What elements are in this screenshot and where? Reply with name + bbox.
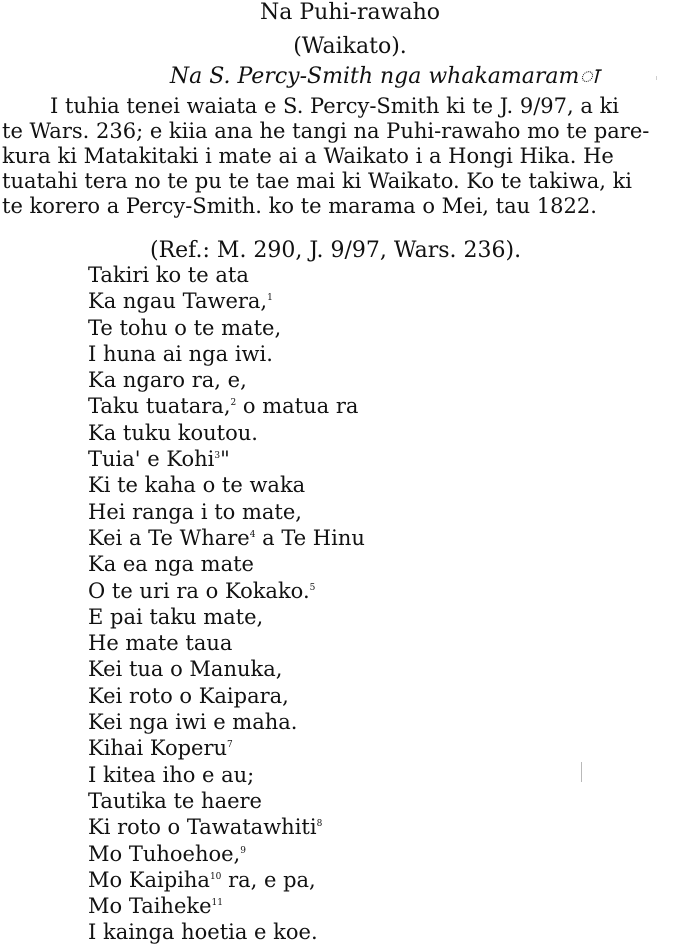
poem-line: [88, 709, 365, 735]
poem-line-text: I kitea iho e au;: [88, 762, 255, 787]
poem-line: [88, 893, 365, 919]
poem-line-text: Ka ngaro ra, e,: [88, 368, 247, 393]
footnote-marker: 4: [249, 529, 256, 540]
poem-line-text: Ka ngau Tawera,: [88, 289, 268, 314]
footnote-marker: 11: [211, 898, 223, 909]
intro-line: tuatahi tera no te pu te tae mai ki Waikato. Ko te takiwa, ki: [2, 169, 633, 193]
poem-line-text: I kainga hoetia e koe.: [88, 920, 318, 945]
poem-line-text: Taku tuatara,: [88, 394, 231, 419]
page-subtitle: (Waikato).: [293, 34, 407, 59]
poem-line-text: Tuia' e Kohi: [88, 447, 215, 472]
footnote-marker: 7: [227, 740, 233, 751]
poem-line-text: Kihai Koperu: [88, 736, 228, 761]
poem-line-text: Hei ranga i to mate,: [88, 499, 302, 524]
poem-line-continuation: o matua ra: [236, 394, 359, 419]
poem-line: [88, 578, 365, 604]
footnote-marker: 10: [209, 871, 222, 882]
intro-line: kura ki Matakitaki i mate ai a Waikato i a Hongi Hika. He: [2, 144, 614, 168]
intro-paragraph: [2, 94, 700, 219]
footnote-marker: 1: [267, 293, 273, 304]
poem-line: [88, 735, 365, 761]
footnote-marker: 5: [309, 582, 316, 593]
footnote-marker: 9: [240, 845, 246, 856]
page-title: Na Puhi-rawaho: [260, 0, 440, 25]
poem-line-text: E pai taku mate,: [88, 604, 264, 629]
poem-line: [88, 315, 365, 341]
poem-line-text: Ka tuku koutou.: [88, 420, 258, 445]
scan-speck: [656, 76, 657, 80]
poem-line: [88, 525, 365, 551]
poem: [88, 262, 365, 946]
poem-line: [88, 604, 365, 630]
poem-line-text: He mate taua: [88, 631, 233, 656]
poem-line-continuation: ra, e pa,: [221, 867, 316, 892]
poem-line-text: Kei a Te Whare: [88, 525, 250, 550]
footnote-marker: 3: [214, 451, 221, 462]
poem-line: [88, 762, 365, 788]
poem-line-continuation: ": [220, 447, 230, 472]
poem-line: [88, 814, 365, 840]
poem-line: [88, 919, 365, 945]
poem-line: [88, 367, 365, 393]
intro-line: te Wars. 236; e kiia ana he tangi na Puhi-rawaho mo te pare-: [2, 119, 650, 143]
poem-line-text: I huna ai nga iwi.: [88, 341, 273, 366]
poem-line: [88, 420, 365, 446]
poem-line-text: Kei nga iwi e maha.: [88, 710, 298, 735]
poem-line-text: Ka ea nga mate: [88, 552, 254, 577]
poem-line: [88, 446, 365, 472]
poem-line: [88, 788, 365, 814]
intro-line: te korero a Percy-Smith. ko te marama o Mei, tau 1822.: [2, 194, 597, 218]
poem-line-text: Kei tua o Manuka,: [88, 657, 283, 682]
scan-speck: [581, 762, 582, 782]
intro-line: I tuhia tenei waiata e S. Percy-Smith ki te J. 9/97, a ki: [50, 94, 620, 118]
poem-line-text: Mo Kaipiha: [88, 867, 210, 892]
poem-line: [88, 841, 365, 867]
poem-line: [88, 867, 365, 893]
poem-line-text: Tautika te haere: [88, 788, 262, 813]
poem-line-text: Te tohu o te mate,: [88, 315, 282, 340]
poem-line: [88, 551, 365, 577]
footnote-marker: 2: [230, 398, 237, 409]
poem-line-text: Kei roto o Kaipara,: [88, 683, 289, 708]
poem-line: [88, 499, 365, 525]
poem-line-text: Ki te kaha o te waka: [88, 473, 306, 498]
poem-line-text: Takiri ko te ata: [88, 263, 249, 287]
poem-line-text: Mo Tuhoehoe,: [88, 841, 241, 866]
poem-line: [88, 472, 365, 498]
poem-line-continuation: a Te Hinu: [255, 525, 365, 550]
poem-line: [88, 288, 365, 314]
poem-line: [88, 656, 365, 682]
poem-line: [88, 630, 365, 656]
poem-line: [88, 683, 365, 709]
poem-line: [88, 393, 365, 419]
poem-line-text: Mo Taiheke: [88, 894, 212, 919]
poem-line-text: O te uri ra o Kokako.: [88, 578, 310, 603]
byline: Na S. Percy-Smith nga whakamaramा: [169, 64, 599, 89]
poem-line: [88, 341, 365, 367]
poem-line-text: Ki roto o Tawatawhiti: [88, 815, 317, 840]
poem-line: [88, 262, 365, 288]
reference-line: (Ref.: M. 290, J. 9/97, Wars. 236).: [150, 238, 522, 263]
footnote-marker: 8: [316, 819, 323, 830]
